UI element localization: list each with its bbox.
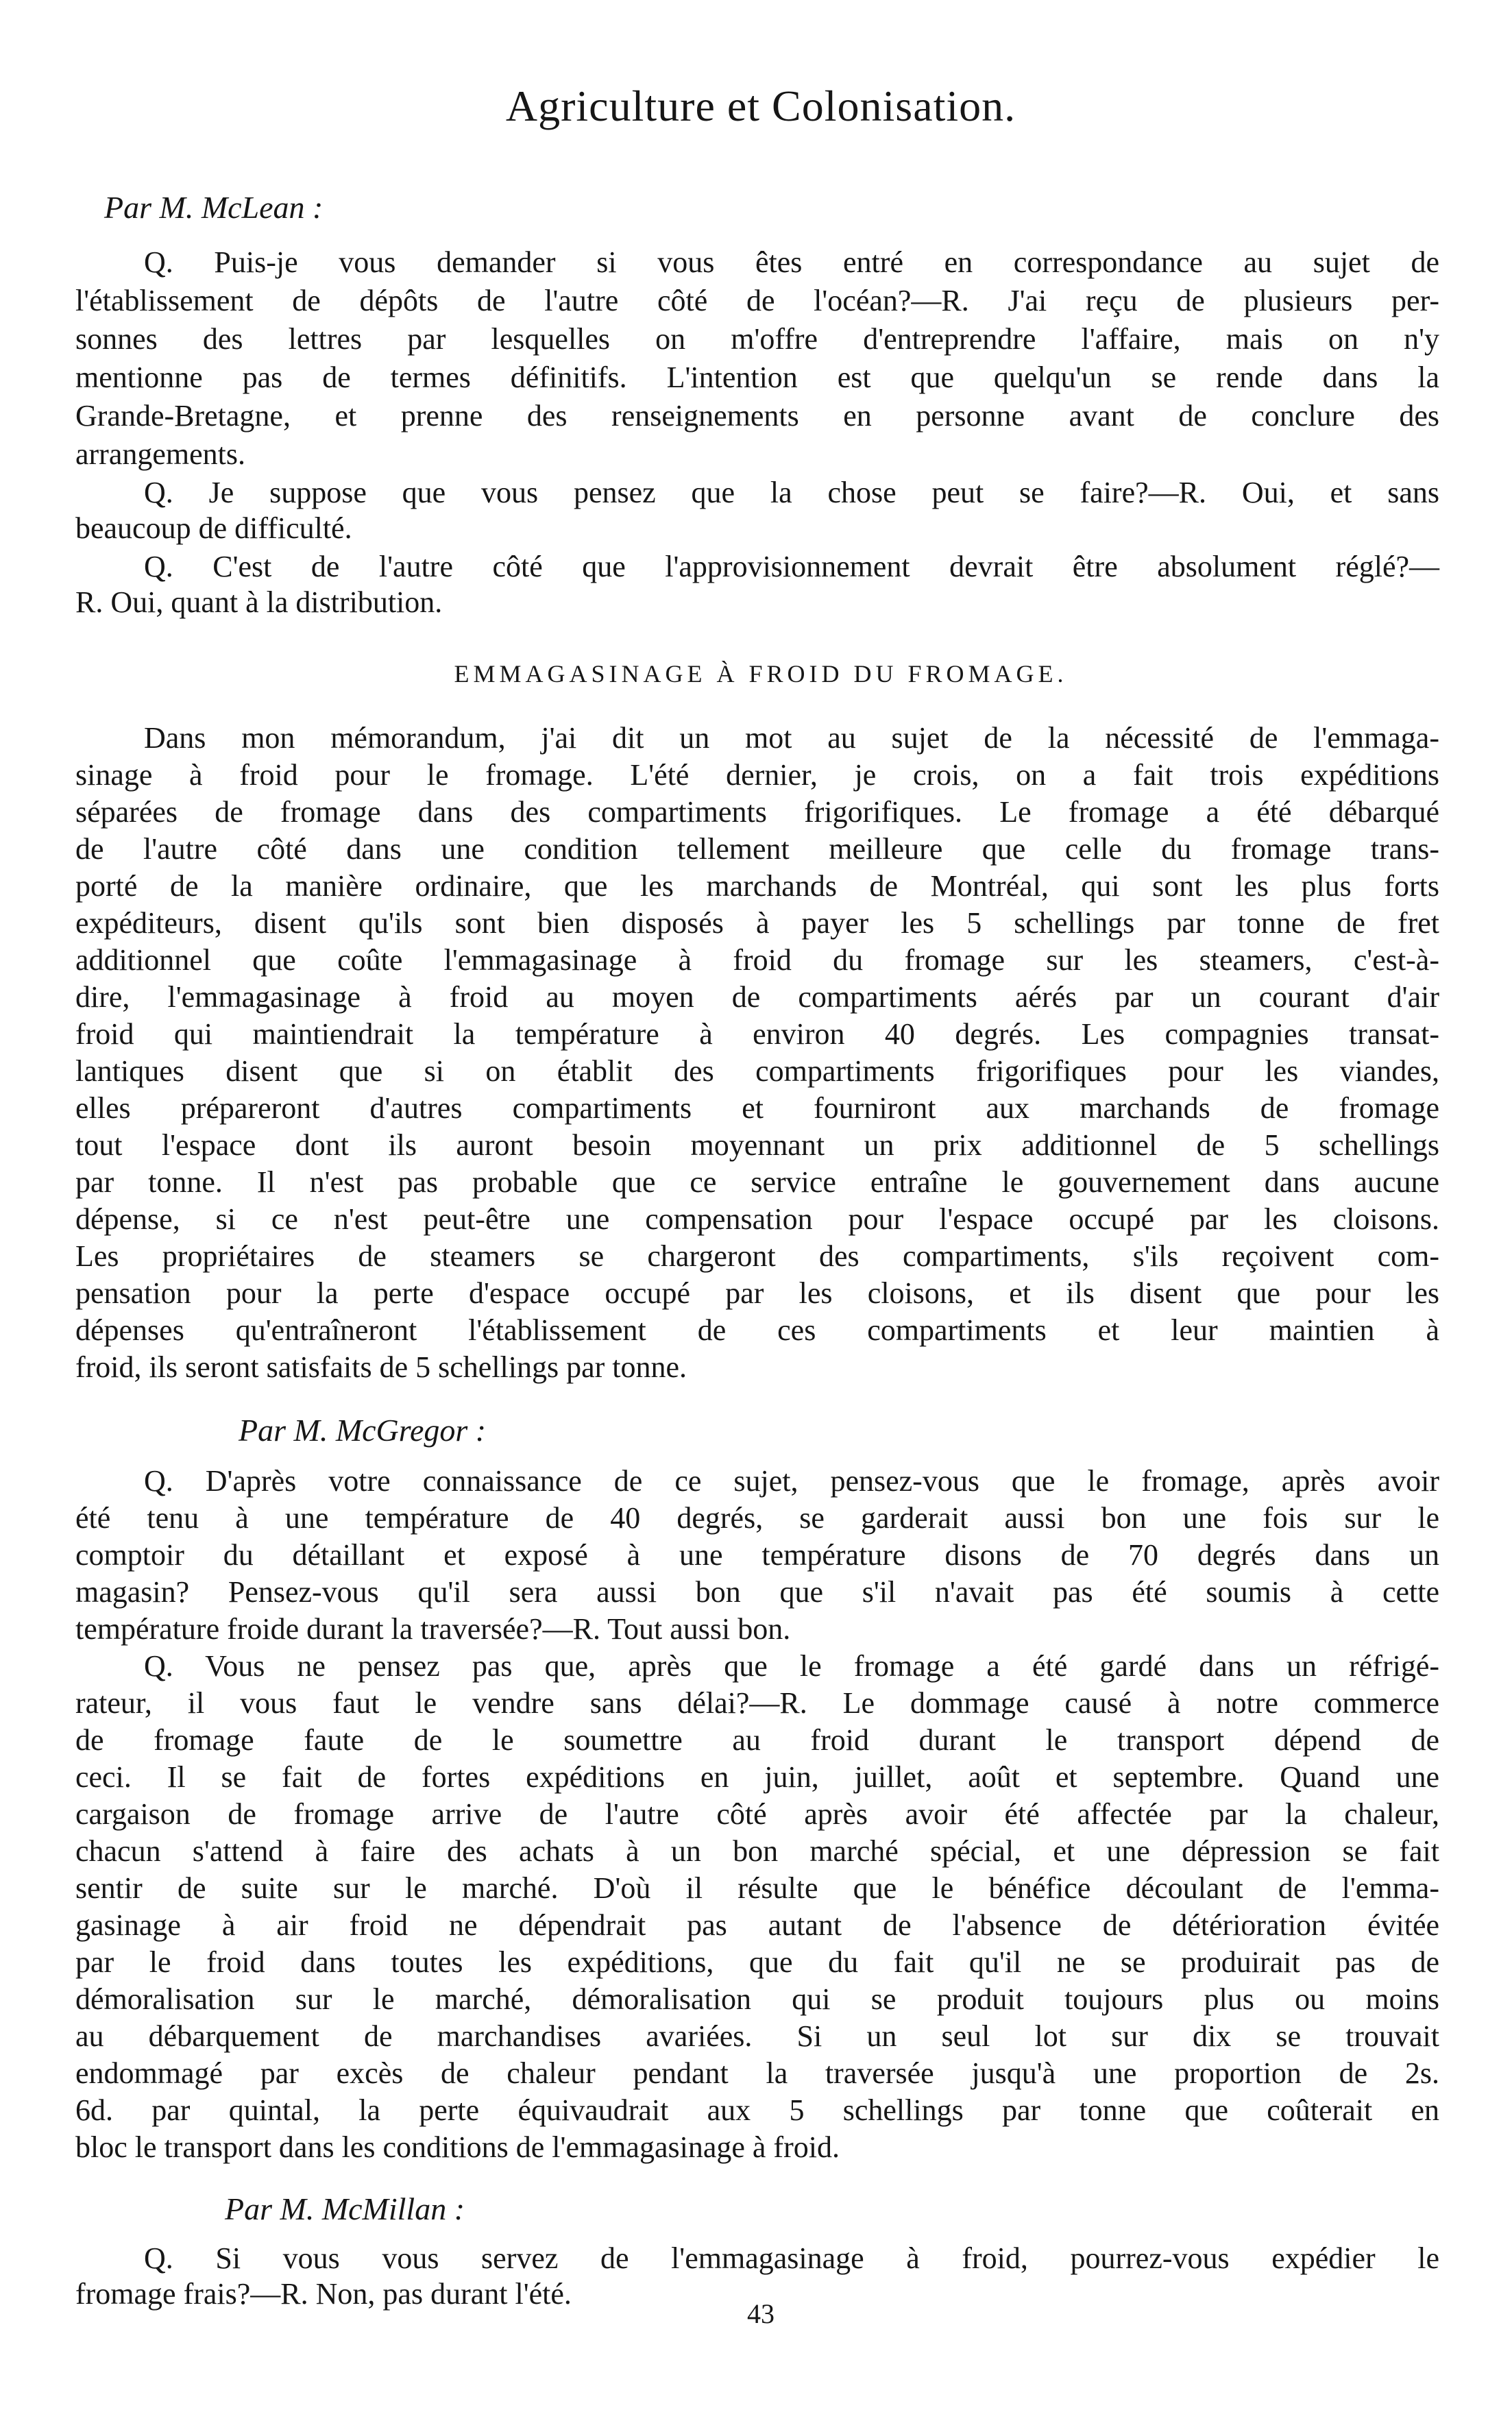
document-page: [75, 0, 1446, 2421]
text-line: arrangements.: [75, 437, 245, 471]
text-line: Q. C'est de l'autre côté que l'approvisionnement devrait être absolument réglé?—: [144, 550, 1439, 583]
text-line: beaucoup de difficulté.: [75, 511, 352, 545]
text-line: bloc le transport dans les conditions de l'emmagasinage à froid.: [75, 2130, 840, 2164]
speaker-mclean: Par M. McLean :: [104, 190, 324, 225]
text-line: Grande-Bretagne, et prenne des renseignements en personne avant de conclure des: [75, 399, 1439, 433]
text-line: froid qui maintiendrait la température à environ 40 degrés. Les compagnies transat-: [75, 1017, 1439, 1051]
text-line: Q. Si vous vous servez de l'emmagasinage à froid, pourrez-vous expédier le: [144, 2241, 1439, 2275]
text-line: magasin? Pensez-vous qu'il sera aussi bon que s'il n'avait pas été soumis à cette: [75, 1575, 1439, 1609]
text-line: chacun s'attend à faire des achats à un bon marché spécial, et une dépression se fait: [75, 1834, 1439, 1868]
page-number: 43: [747, 2298, 775, 2329]
text-line: expéditeurs, disent qu'ils sont bien disposés à payer les 5 schellings par tonne de fret: [75, 906, 1439, 940]
text-line: dire, l'emmagasinage à froid au moyen de compartiments aérés par un courant d'air: [75, 980, 1439, 1014]
text-line: gasinage à air froid ne dépendrait pas autant de l'absence de détérioration évitée: [75, 1908, 1439, 1942]
text-line: porté de la manière ordinaire, que les marchands de Montréal, qui sont les plus forts: [75, 869, 1439, 903]
text-line: comptoir du détaillant et exposé à une température disons de 70 degrés dans un: [75, 1538, 1439, 1572]
text-line: par tonne. Il n'est pas probable que ce service entraîne le gouvernement dans aucune: [75, 1165, 1439, 1199]
running-title: Agriculture et Colonisation.: [505, 82, 1016, 130]
text-line: dépenses qu'entraîneront l'établissement de ces compartiments et leur maintien à: [75, 1313, 1439, 1347]
text-line: été tenu à une température de 40 degrés, se garderait aussi bon une fois sur le: [75, 1501, 1439, 1535]
text-line: démoralisation sur le marché, démoralisation qui se produit toujours plus ou moins: [75, 1982, 1439, 2016]
text-line: pensation pour la perte d'espace occupé par les cloisons, et ils disent que pour les: [75, 1276, 1439, 1310]
text-line: Les propriétaires de steamers se chargeront des compartiments, s'ils reçoivent com-: [75, 1239, 1439, 1273]
text-line: par le froid dans toutes les expéditions, que du fait qu'il ne se produirait pas de: [75, 1945, 1439, 1979]
text-line: sentir de suite sur le marché. D'où il résulte que le bénéfice découlant de l'emma-: [75, 1871, 1439, 1905]
text-line: ceci. Il se fait de fortes expéditions en juin, juillet, août et septembre. Quand une: [75, 1760, 1439, 1794]
text-line: froid, ils seront satisfaits de 5 schellings par tonne.: [75, 1350, 687, 1384]
text-line: Q. D'après votre connaissance de ce sujet, pensez-vous que le fromage, après avoir: [144, 1464, 1439, 1498]
text-line: 6d. par quintal, la perte équivaudrait aux 5 schellings par tonne que coûterait en: [75, 2093, 1439, 2127]
text-line: lantiques disent que si on établit des compartiments frigorifiques pour les viandes,: [75, 1054, 1439, 1088]
text-line: rateur, il vous faut le vendre sans délai?—R. Le dommage causé à notre commerce: [75, 1686, 1439, 1720]
text-line: sinage à froid pour le fromage. L'été dernier, je crois, on a fait trois expéditions: [75, 758, 1439, 792]
text-line: endommagé par excès de chaleur pendant la traversée jusqu'à une proportion de 2s.: [75, 2056, 1439, 2090]
text-line: R. Oui, quant à la distribution.: [75, 585, 443, 619]
text-line: dépense, si ce n'est peut-être une compensation pour l'espace occupé par les cloisons.: [75, 1202, 1439, 1236]
text-line: elles prépareront d'autres compartiments et fourniront aux marchands de fromage: [75, 1091, 1439, 1125]
text-line: Q. Je suppose que vous pensez que la chose peut se faire?—R. Oui, et sans: [144, 476, 1439, 509]
text-line: sonnes des lettres par lesquelles on m'offre d'entreprendre l'affaire, mais on n'y: [75, 322, 1439, 356]
text-line: de l'autre côté dans une condition tellement meilleure que celle du fromage trans-: [75, 832, 1439, 866]
text-line: Q. Vous ne pensez pas que, après que le fromage a été gardé dans un réfrigé-: [144, 1649, 1439, 1683]
section-heading: EMMAGASINAGE À FROID DU FROMAGE.: [454, 660, 1068, 688]
text-line: l'établissement de dépôts de l'autre côté de l'océan?—R. J'ai reçu de plusieurs per-: [75, 284, 1439, 317]
text-line: séparées de fromage dans des compartiments frigorifiques. Le fromage a été débarqué: [75, 795, 1439, 829]
text-line: additionnel que coûte l'emmagasinage à froid du fromage sur les steamers, c'est-à-: [75, 943, 1439, 977]
text-line: Dans mon mémorandum, j'ai dit un mot au sujet de la nécessité de l'emmaga-: [144, 721, 1439, 755]
text-line: Q. Puis-je vous demander si vous êtes entré en correspondance au sujet de: [144, 245, 1439, 279]
speaker-mcmillan: Par M. McMillan :: [225, 2191, 465, 2226]
text-line: cargaison de fromage arrive de l'autre côté après avoir été affectée par la chaleur,: [75, 1797, 1439, 1831]
text-line: tout l'espace dont ils auront besoin moyennant un prix additionnel de 5 schellings: [75, 1128, 1439, 1162]
text-line: au débarquement de marchandises avariées. Si un seul lot sur dix se trouvait: [75, 2019, 1439, 2053]
text-line: température froide durant la traversée?—R. Tout aussi bon.: [75, 1612, 791, 1646]
speaker-mcgregor: Par M. McGregor :: [239, 1413, 487, 1448]
text-line: de fromage faute de le soumettre au froid durant le transport dépend de: [75, 1723, 1439, 1757]
text-line: mentionne pas de termes définitifs. L'intention est que quelqu'un se rende dans la: [75, 361, 1439, 394]
text-line: fromage frais?—R. Non, pas durant l'été.: [75, 2277, 572, 2311]
